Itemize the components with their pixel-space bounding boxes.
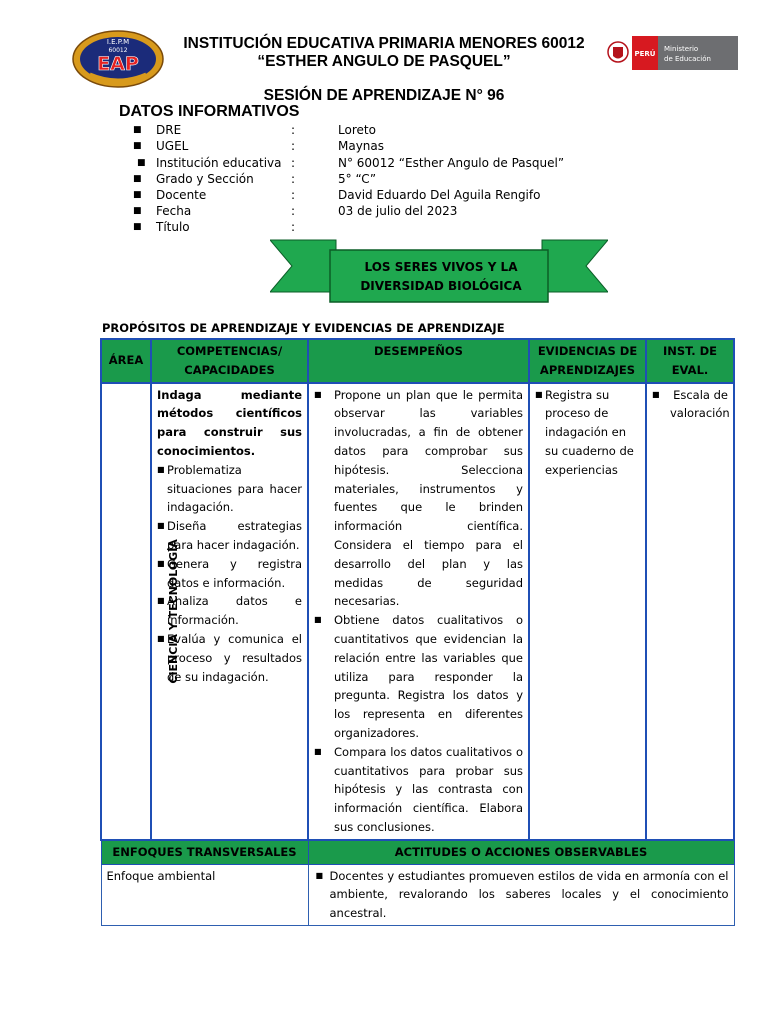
evidencias-cell bbox=[529, 383, 646, 840]
info-colon: : bbox=[291, 172, 296, 186]
actitudes-list bbox=[314, 867, 729, 923]
info-row-dre bbox=[133, 122, 693, 138]
bullet-icon: ■ bbox=[535, 389, 543, 399]
list-item: ■ Analiza datos e información. bbox=[157, 594, 302, 628]
info-colon: : bbox=[291, 220, 296, 234]
info-row-grado bbox=[133, 171, 693, 187]
learning-table bbox=[100, 338, 735, 926]
list-item: ■ Registra su proceso de indagación en su cuaderno de experiencias bbox=[535, 387, 634, 477]
info-value: 5° “C” bbox=[338, 172, 377, 186]
bullet-icon: ■ bbox=[133, 125, 142, 135]
header-area: ÁREA bbox=[101, 339, 151, 383]
competencia-title: Indaga mediante métodos científicos para construir sus conocimientos. bbox=[157, 387, 302, 458]
header-evidencias: EVIDENCIAS DE APRENDIZAJES bbox=[529, 339, 646, 383]
svg-text:Ministerio: Ministerio bbox=[664, 45, 699, 53]
info-row-fecha bbox=[133, 203, 693, 219]
list-item: ■ Genera y registra datos e información. bbox=[157, 556, 302, 590]
list-item: ■ Docentes y estudiantes promueven estilos de vida en armonía con el ambiente, revalorando los saberes locales y el conocimiento ancestral. bbox=[315, 868, 729, 921]
minedu-logo bbox=[606, 34, 740, 72]
bullet-icon: ■ bbox=[157, 633, 165, 643]
enfoques-header-row bbox=[101, 840, 734, 864]
list-item: ■ Escala de valoración bbox=[652, 387, 730, 421]
header-actitudes: ACTITUDES O ACCIONES OBSERVABLES bbox=[308, 840, 734, 864]
info-label: Título bbox=[156, 220, 190, 234]
evidencias-list bbox=[535, 386, 640, 480]
desempenos-cell bbox=[308, 383, 529, 840]
header-desempenos: DESEMPEÑOS bbox=[308, 339, 529, 383]
school-title: INSTITUCIÓN EDUCATIVA PRIMARIA MENORES 60012 bbox=[183, 35, 585, 52]
header-enfoques: ENFOQUES TRANSVERSALES bbox=[101, 840, 308, 864]
svg-text:60012: 60012 bbox=[108, 47, 128, 54]
info-label: UGEL bbox=[156, 139, 189, 153]
info-colon: : bbox=[291, 188, 296, 202]
info-label: Grado y Sección bbox=[156, 172, 254, 186]
list-item: ■ Compara los datos cualitativos o cuantitativos para probar sus hipótesis y las contrasta con información científica. Elabora sus conclusiones. bbox=[314, 744, 523, 834]
info-row-institucion bbox=[133, 155, 693, 171]
datos-heading: DATOS INFORMATIVOS bbox=[119, 103, 300, 120]
list-item: ■ Evalúa y comunica el proceso y resultados de su indagación. bbox=[157, 631, 302, 684]
info-colon: : bbox=[291, 204, 296, 218]
list-item: ■ Diseña estrategias para hacer indagación. bbox=[157, 519, 302, 552]
svg-text:EAP: EAP bbox=[97, 53, 139, 75]
list-item: ■ Problematiza situaciones para hacer indagación. bbox=[157, 462, 302, 515]
actitudes-cell bbox=[308, 864, 734, 925]
session-title: SESIÓN DE APRENDIZAJE N° 96 bbox=[263, 87, 505, 104]
capacidades-list bbox=[157, 461, 302, 687]
info-colon: : bbox=[291, 156, 296, 170]
area-label: CIENCIA Y TECNOLOGÍA bbox=[166, 539, 180, 684]
table-header-row bbox=[101, 339, 734, 383]
bullet-icon: ■ bbox=[315, 870, 324, 880]
info-row-ugel bbox=[133, 138, 693, 154]
svg-text:de Educación: de Educación bbox=[664, 55, 711, 63]
bullet-icon: ■ bbox=[314, 746, 322, 756]
school-logo bbox=[72, 30, 164, 88]
header-inst: INST. DE EVAL. bbox=[646, 339, 734, 383]
school-subtitle: “ESTHER ANGULO DE PASQUEL” bbox=[257, 53, 511, 70]
table-row bbox=[101, 383, 734, 840]
bullet-icon: ■ bbox=[157, 596, 165, 606]
info-row-titulo bbox=[133, 219, 693, 235]
area-cell bbox=[101, 383, 180, 840]
info-colon: : bbox=[291, 139, 296, 153]
info-value: Loreto bbox=[338, 123, 376, 137]
bullet-icon: ■ bbox=[133, 141, 142, 151]
instrumentos-list bbox=[652, 386, 728, 424]
list-item: ■ Propone un plan que le permita observar las variables involucradas, a fin de obtener datos para comprobar sus hipótesis. Selecciona materiales, instrumentos y fuentes que le brinden información científica. Considera el tiempo para el desarrollo del plan y las medidas de seguridad necesarias. bbox=[314, 387, 523, 609]
table-row bbox=[101, 864, 734, 925]
bullet-icon: ■ bbox=[133, 190, 142, 200]
enfoque-cell: Enfoque ambiental bbox=[101, 864, 308, 925]
bullet-icon: ■ bbox=[133, 206, 142, 216]
propositos-heading: PROPÓSITOS DE APRENDIZAJE Y EVIDENCIAS DE APRENDIZAJE bbox=[102, 321, 505, 335]
competencias-cell bbox=[151, 383, 308, 840]
instrumentos-cell bbox=[646, 383, 734, 840]
bullet-icon: ■ bbox=[314, 389, 322, 399]
header-competencias: COMPETENCIAS/ CAPACIDADES bbox=[151, 339, 308, 383]
info-label: Institución educativa bbox=[156, 156, 282, 170]
info-colon: : bbox=[291, 123, 296, 137]
desempenos-list bbox=[314, 386, 523, 837]
bullet-icon: ■ bbox=[133, 222, 142, 232]
bullet-icon: ■ bbox=[157, 464, 165, 474]
info-value: Maynas bbox=[338, 139, 385, 153]
info-value: David Eduardo Del Aguila Rengifo bbox=[338, 188, 541, 202]
bullet-icon: ■ bbox=[137, 158, 146, 168]
bullet-icon: ■ bbox=[652, 389, 660, 399]
svg-text:PERÚ: PERÚ bbox=[634, 50, 656, 58]
bullet-icon: ■ bbox=[133, 174, 142, 184]
svg-text:I.E.P.M: I.E.P.M bbox=[106, 38, 130, 46]
banner-line-2: DIVERSIDAD BIOLÓGICA bbox=[360, 279, 522, 293]
info-value: N° 60012 “Esther Angulo de Pasquel” bbox=[338, 156, 565, 170]
info-label: DRE bbox=[156, 123, 182, 137]
info-label: Fecha bbox=[156, 204, 192, 218]
bullet-icon: ■ bbox=[314, 615, 322, 625]
info-value: 03 de julio del 2023 bbox=[338, 204, 458, 218]
bullet-icon: ■ bbox=[157, 521, 165, 531]
list-item: ■ Obtiene datos cualitativos o cuantitativos que evidencian la relación entre las variables que utiliza para responder la pregunta. Registra los datos y los representa en diferentes organizadores. bbox=[314, 613, 523, 740]
info-label: Docente bbox=[156, 188, 207, 202]
bullet-icon: ■ bbox=[157, 558, 165, 568]
info-row-docente bbox=[133, 187, 693, 203]
banner-title bbox=[336, 258, 546, 296]
banner-line-1: LOS SERES VIVOS Y LA bbox=[364, 260, 518, 274]
